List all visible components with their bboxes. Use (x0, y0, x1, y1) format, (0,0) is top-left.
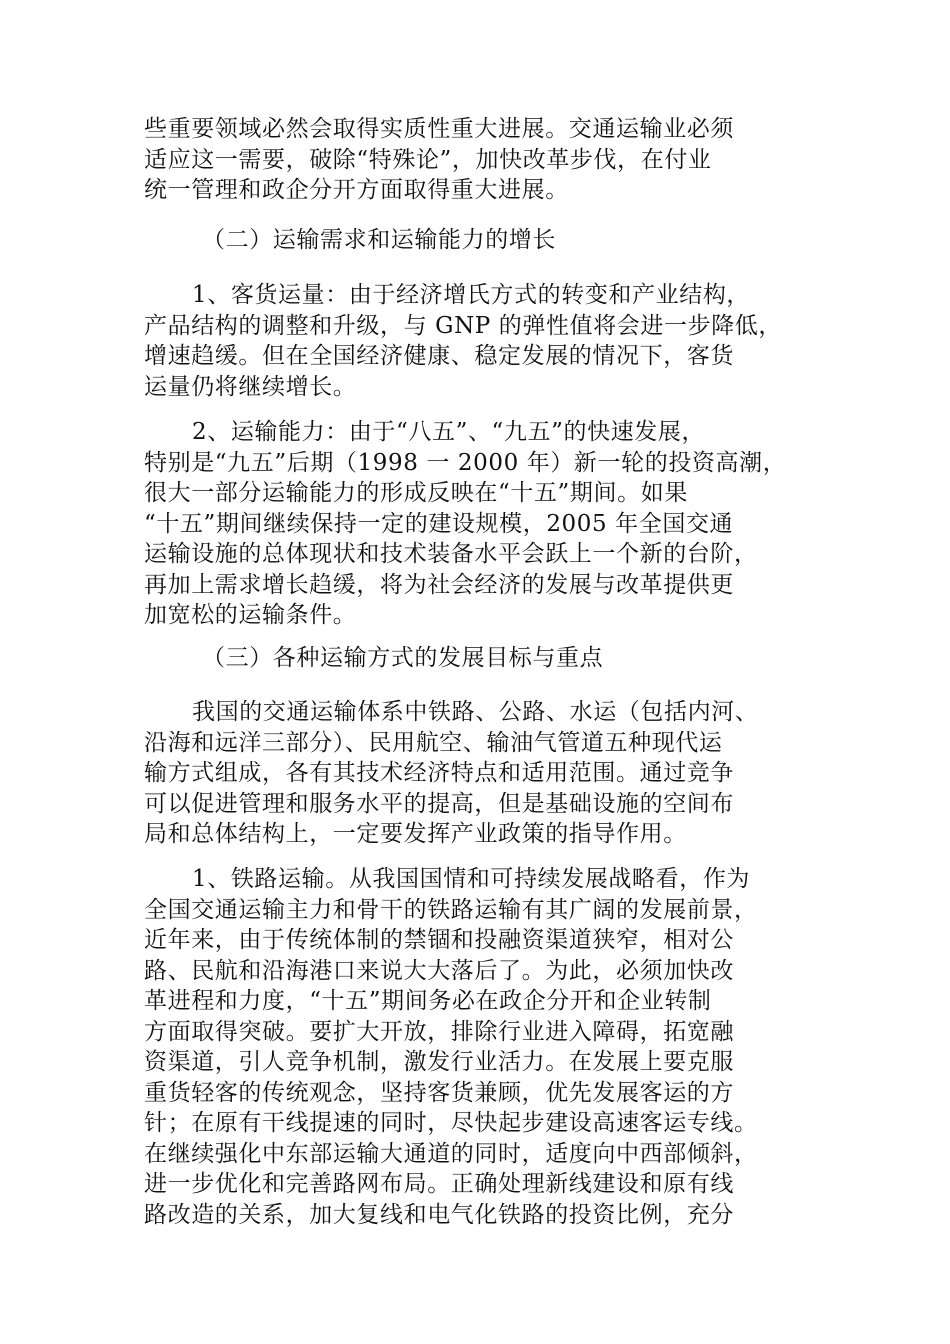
heading-text: （三）各种运输方式的发展目标与重点 (202, 645, 604, 671)
text-line: 统一管理和政企分开方面取得重大进展。 (144, 177, 569, 203)
text-line: 2、运输能力：由于“八五”、“九五”的快速发展， (192, 419, 706, 445)
paragraph-transport-system (144, 697, 814, 850)
text-line: 运量仍将继续增长。 (144, 373, 357, 400)
text-line: 进一步优化和完善路网布局。正确处理新线建设和原有线 (144, 1171, 734, 1197)
text-line: 在继续强化中东部运输大通道的同时，适度向中西部倾斜， (144, 1140, 758, 1167)
text-line: 可以促进管理和服务水平的提高，但是基础设施的空间布 (144, 790, 734, 817)
section-heading-transport-modes (144, 643, 872, 674)
text-line: 路改造的关系，加大复线和电气化铁路的投资比例，充分 (144, 1201, 734, 1228)
text-line: 局和总体结构上，一定要发挥产业政策的指导作用。 (144, 821, 687, 847)
text-line: 近年来，由于传统体制的禁锢和投融资渠道狭窄，相对公 (144, 927, 734, 953)
text-line: 沿海和远洋三部分）、民用航空、输油气管道五种现代运 (144, 729, 723, 756)
paragraph-reform-progress (144, 114, 814, 206)
paragraph-transport-capacity (144, 417, 814, 631)
text-line: “十五”期间继续保持一定的建设规模，2005 年全国交通 (144, 510, 734, 537)
text-line: 重货轻客的传统观念，坚持客货兼顾，优先发展客运的方 (144, 1079, 734, 1106)
text-line: 输方式组成，各有其技术经济特点和适用范围。通过竞争 (144, 760, 734, 786)
text-line: 特别是“九五”后期（1998 一 2000 年）新一轮的投资高潮， (144, 449, 787, 476)
section-heading-transport-demand (144, 225, 872, 256)
text-line: 革进程和力度，“十五”期间务必在政企分开和企业转制 (144, 988, 712, 1014)
paragraph-railway-transport (144, 864, 814, 1230)
text-line: 方面取得突破。要扩大开放，排除行业进入障碍，拓宽融 (144, 1018, 734, 1045)
text-line: 增速趋缓。但在全国经济健康、稳定发展的情况下，客货 (144, 343, 734, 369)
text-line: 些重要领域必然会取得实质性重大进展。交通运输业必须 (144, 116, 734, 142)
text-line: 加宽松的运输条件。 (144, 602, 357, 628)
text-line: 资渠道，引人竞争机制，激发行业活力。在发展上要克服 (144, 1049, 734, 1075)
text-line: 再加上需求增长趋缓，将为社会经济的发展与改革提供更 (144, 571, 734, 598)
text-line: 产品结构的调整和升级，与 GNP 的弹性值将会进一步降低， (144, 312, 782, 339)
text-line: 很大一部分运输能力的形成反映在“十五”期间。如果 (144, 480, 688, 506)
heading-text: （二）运输需求和运输能力的增长 (202, 227, 556, 253)
text-line: 路、民航和沿海港口来说大大落后了。为此，必须加快改 (144, 957, 734, 984)
text-line: 适应这一需要，破除“特殊论”，加快改革步伐，在付业 (144, 146, 712, 173)
paragraph-passenger-freight-volume (144, 280, 814, 402)
text-line: 1、铁路运输。从我国国情和可持续发展战略看，作为 (192, 866, 751, 892)
text-line: 1、客货运量：由于经济增氏方式的转变和产业结构， (192, 282, 751, 308)
text-line: 全国交通运输主力和骨干的铁路运输有其广阔的发展前景， (144, 896, 758, 923)
text-line: 我国的交通运输体系中铁路、公路、水运（包括内河、 (192, 699, 759, 725)
text-line: 针；在原有干线提速的同时，尽快起步建设高速客运专线。 (144, 1110, 758, 1136)
text-line: 运输设施的总体现状和技术装备水平会跃上一个新的台阶， (144, 541, 758, 567)
